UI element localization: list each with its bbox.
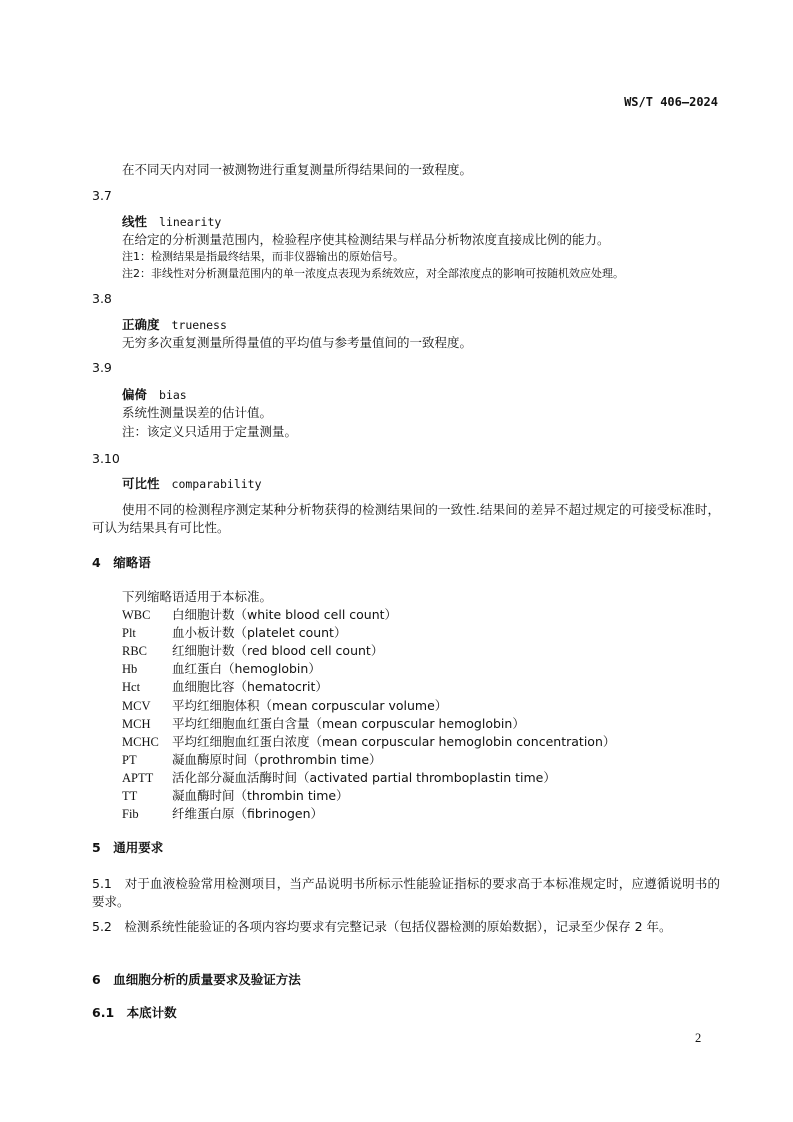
abbreviation-meaning: 红细胞计数（red blood cell count） [172,643,384,659]
abbreviation-meaning: 凝血酶原时间（prothrombin time） [172,751,382,767]
term-number: 3.7 [92,188,112,203]
abbreviation-key: MCHC [122,734,159,749]
page-number: 2 [695,1031,702,1045]
abbreviation-item [122,661,321,677]
definition-text: 在给定的分析测量范围内，检验程序使其检测结果与样品分析物浓度直接成比例的能力。 [122,232,610,247]
abbreviation-item [122,679,328,695]
definition-text: 无穷多次重复测量所得量值的平均值与参考量值间的一致程度。 [122,335,473,350]
term-en: comparability [171,477,262,491]
abbreviation-meaning: 纤维蛋白原（fibrinogen） [172,806,324,822]
abbreviation-key: Hct [122,680,141,695]
definition-text: 系统性测量误差的估计值。 [122,405,273,420]
abbreviation-key: PT [122,752,137,767]
clause-5-1: 5.1 对于血液检验常用检测项目，当产品说明书所标示性能验证指标的要求高于本标准规定时，应遵循说明书的要求。 [92,876,720,909]
term-title [122,387,187,403]
term-number: 3.9 [92,360,112,375]
abbreviation-item [122,716,525,732]
definition-text: 使用不同的检测程序测定某种分析物获得的检测结果间的一致性.结果间的差异不超过规定的可接受标准时，可认为结果具有可比性。 [92,502,720,535]
abbreviation-meaning: 白细胞计数（white blood cell count） [172,607,398,622]
abbreviation-key: RBC [122,644,148,659]
term-zh: 线性 [122,214,148,229]
abbreviation-meaning: 平均红细胞体积（mean corpuscular volume） [172,697,448,713]
abbreviation-item [122,698,447,714]
abbreviation-key: WBC [122,608,151,622]
abbreviation-meaning: 活化部分凝血活酶时间（activated partial thromboplastin time） [172,769,556,785]
abbreviation-key: Hb [122,662,138,677]
term-zh: 偏倚 [122,387,148,402]
abbreviation-meaning: 平均红细胞血红蛋白浓度（mean corpuscular hemoglobin concentration） [172,733,616,749]
term-title [122,214,221,230]
section-heading: 6 血细胞分析的质量要求及验证方法 [92,972,301,987]
abbreviation-meaning: 血红蛋白（hemoglobin） [172,661,321,677]
abbreviation-key: MCV [122,698,151,713]
abbreviation-item [122,625,346,641]
term-title [122,476,262,492]
abbreviation-item [122,788,349,804]
clause-5-2: 5.2 检测系统性能验证的各项内容均要求有完整记录（包括仪器检测的原始数据），记录至少保存 2 年。 [92,919,672,934]
note: 注：该定义只适用于定量测量。 [122,424,298,439]
abbreviation-item [122,806,323,822]
abbreviation-key: Plt [122,626,136,641]
note: 注1：检测结果是指最终结果，而非仪器输出的原始信号。 [122,250,404,263]
abbreviation-meaning: 血小板计数（platelet count） [172,625,347,641]
abbreviation-meaning: 血细胞比容（hematocrit） [172,679,328,695]
term-number: 3.8 [92,291,112,306]
section-heading: 4 缩略语 [92,555,151,570]
abbreviation-item [122,770,556,786]
note: 注2：非线性对分析测量范围内的单一浓度点表现为系统效应，对全部浓度点的影响可按随机效应处理。 [122,267,624,280]
abbreviation-item [122,734,615,750]
subsection-heading: 6.1 本底计数 [92,1005,177,1020]
abbreviation-key: Fib [122,807,139,822]
section-heading: 5 通用要求 [92,840,164,855]
abbreviation-meaning: 凝血酶时间（thrombin time） [172,788,349,803]
term-en: linearity [159,215,222,229]
term-en: bias [159,388,187,402]
term-title [122,317,227,333]
term-zh: 正确度 [122,317,160,332]
abbreviation-item [122,607,397,623]
abbreviation-key: TT [122,789,138,803]
term-zh: 可比性 [122,476,160,491]
term-number: 3.10 [92,451,120,466]
abbreviation-item [122,643,383,659]
abbreviation-key: APTT [122,770,154,785]
definition-text: 在不同天内对同一被测物进行重复测量所得结果间的一致程度。 [122,162,473,177]
abbreviation-key: MCH [122,716,151,731]
term-en: trueness [171,318,227,332]
section-intro: 下列缩略语适用于本标准。 [122,589,273,604]
abbreviation-item [122,752,382,768]
document-code: WS/T 406—2024 [624,95,718,109]
abbreviation-meaning: 平均红细胞血红蛋白含量（mean corpuscular hemoglobin） [172,715,525,731]
